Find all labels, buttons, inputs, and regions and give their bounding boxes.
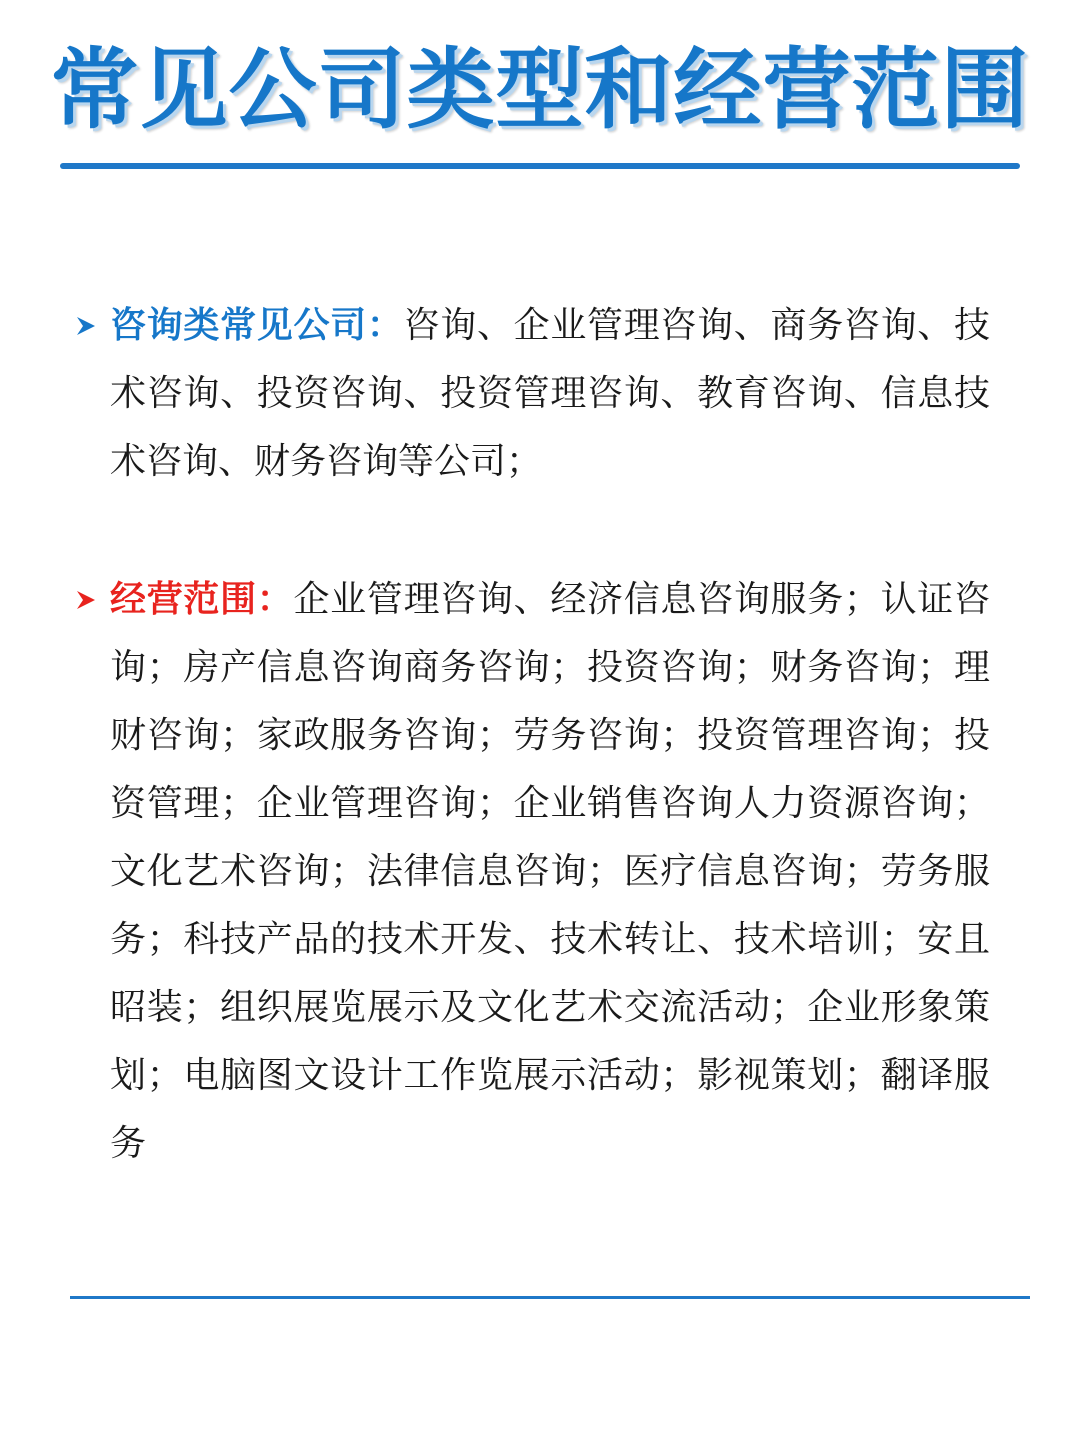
- section-heading: 经营范围：: [110, 579, 294, 620]
- section-heading: 咨询类常见公司：: [110, 305, 404, 346]
- page-title: 常见公司类型和经营范围: [50, 38, 1030, 141]
- arrow-right-icon: [74, 566, 100, 634]
- section-consulting-companies: [110, 292, 990, 496]
- arrow-right-icon: [74, 292, 100, 360]
- section-business-scope: [110, 566, 990, 1178]
- section-body-text: 企业管理咨询、经济信息咨询服务；认证咨询；房产信息咨询商务咨询；投资咨询；财务咨询；理财咨询；家政服务咨询；劳务咨询；投资管理咨询；投资管理；企业管理咨询；企业销售咨询人力资源咨询；文化艺术咨询；法律信息咨询；医疗信息咨询；劳务服务；科技产品的技术开发、技术转让、技术培训；安且昭装；组织展览展示及文化艺术交流活动；企业形象策划；电脑图文设计工作览展示活动；影视策划；翻译服务: [110, 579, 990, 1164]
- title-underline-divider: [60, 163, 1020, 169]
- bottom-divider: [70, 1296, 1030, 1299]
- section-body-text: 咨询、企业管理咨询、商务咨询、技术咨询、投资咨询、投资管理咨询、教育咨询、信息技术咨询、财务咨询等公司；: [110, 305, 990, 482]
